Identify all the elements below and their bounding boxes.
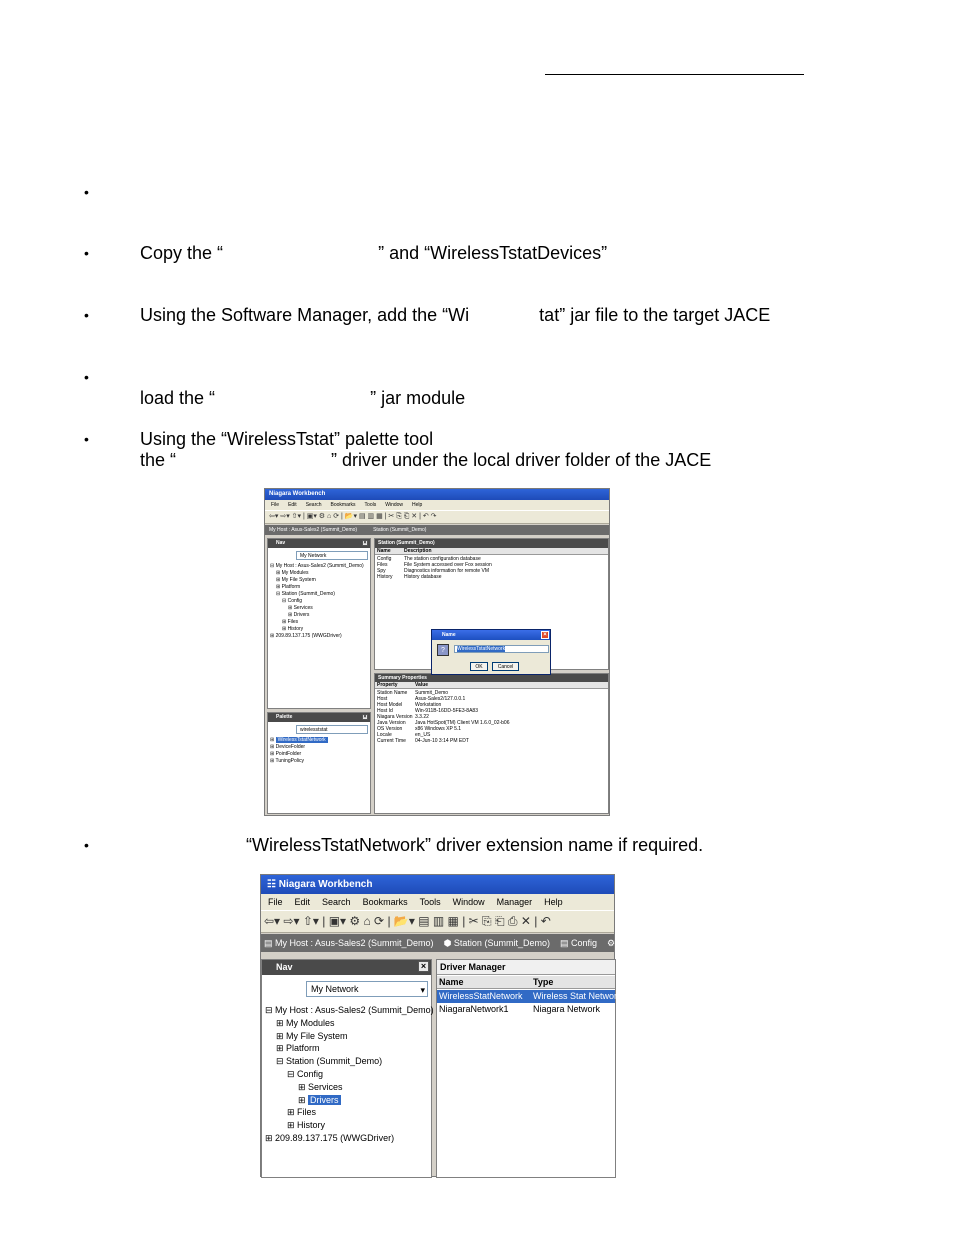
palette-module-select[interactable] [296,725,368,734]
cell-value: Asus-Sales2/127.0.0.1 [415,696,466,702]
nav-title: Nav [276,962,293,972]
menu-bookmarks[interactable]: Bookmarks [330,502,356,508]
window-title: Niagara Workbench [265,489,609,500]
tree-item-config[interactable]: ⊟ Config [287,1068,324,1079]
toolbar[interactable] [265,510,609,524]
locator-host-label: My Host : Asus-Sales2 (Summit_Demo) [275,938,434,948]
col-type[interactable]: Type [533,977,554,987]
nav-tree [265,1004,434,1145]
locator-station[interactable]: Station (Summit_Demo) [373,527,427,533]
cell-value: en_US [415,732,431,738]
nav-tree [270,563,364,640]
bullet-2: • [84,245,89,261]
cell-name: Files [377,562,388,568]
cell-property: Host Model [377,702,403,708]
tree-item-station[interactable]: ⊟ Station (Summit_Demo) [276,1056,383,1067]
name-dialog [431,629,551,675]
locator-host[interactable]: My Host : Asus-Sales2 (Summit_Demo) [269,527,358,533]
palette-tree [270,737,328,765]
cancel-button[interactable]: Cancel [492,662,519,671]
table-row[interactable] [437,990,622,1003]
nav-header [268,539,370,548]
screenshot-workbench-palette [264,488,610,816]
step-rename-text: “WirelessTstatNetwork” driver extension name if required. [246,835,704,855]
cell-property: Current Time [377,738,406,744]
name-input[interactable] [454,645,549,653]
locator-host[interactable]: ▤ My Host : Asus-Sales2 (Summit_Demo) [264,934,434,952]
ok-button[interactable]: OK [470,662,488,671]
menu-tools[interactable]: Tools [364,502,377,508]
question-icon: ? [437,644,449,656]
summary-columns [375,682,608,689]
name-input-value: WirelessTstatNetwork [457,646,506,652]
tree-item-file-system[interactable]: ⊞ My File System [276,577,316,583]
cell-name: History [377,574,393,580]
palette-item-network-label: WirelessTstatNetwork [277,737,326,743]
tree-item-history[interactable]: ⊞ History [287,1120,326,1131]
tree-item-file-system[interactable]: ⊞ My File System [276,1030,348,1041]
nav-select-value: My Network [300,553,327,559]
cell-value: Win-911B-16DD-5FE3-8A83 [415,708,478,714]
dialog-title-bar [432,630,550,640]
nav-title: Nav [276,540,286,546]
tree-item-host[interactable]: ⊟ My Host : Asus-Sales2 (Summit_Demo) [265,1005,434,1015]
menu-help[interactable]: Help [412,502,423,508]
tree-item-station[interactable]: ⊟ Station (Summit_Demo) [276,591,335,597]
step-load-module-text: load the “ ” jar module [140,388,466,408]
driver-manager-pane [436,959,622,1178]
tree-item-platform[interactable]: ⊞ Platform [276,1043,320,1054]
tree-item-config[interactable]: ⊟ Config [282,598,303,604]
col-name[interactable]: Name [377,548,391,554]
chevron-down-icon[interactable]: ▾ [420,985,425,995]
cell-property: Java Version [377,720,406,726]
palette-item-tuning-policy[interactable]: ⊞ TuningPolicy [270,758,304,764]
palette-item-point-folder-label: PointFolder [275,751,302,757]
tree-item-files[interactable]: ⊞ Files [282,619,299,625]
cell-property: Host [377,696,388,702]
palette-item-device-folder-label: DeviceFolder [275,744,306,750]
tree-item-services[interactable]: ⊞ Services [288,605,313,611]
cell-value: Java HotSpot(TM) Client VM 1.6.0_02-b06 [415,720,510,726]
menu-window[interactable]: Window [452,897,485,907]
cell-type: Wireless Stat Network [533,991,622,1001]
menu-file[interactable]: File [268,897,283,907]
col-property[interactable]: Property [377,682,398,688]
close-icon[interactable]: × [363,540,367,546]
nav-select-value: My Network [311,984,359,994]
summary-pane [374,673,609,814]
step-palette-text-1: Using the “WirelessTstat” palette tool [140,429,434,449]
palette-item-tuning-policy-label: TuningPolicy [275,758,304,764]
driver-columns [437,976,615,989]
col-name[interactable]: Name [439,977,464,987]
tree-item-services[interactable]: ⊞ Services [298,1081,343,1092]
cell-type: Niagara Network [533,1004,601,1014]
menu-file[interactable]: File [271,502,280,508]
toolbar-icons[interactable]: ⇦▾ ⇨▾ ⇧▾ | ▣▾ ⚙ ⌂ ⟳ | 📂▾ ▤ ▥ ▦ | ✂ ⎘ ⎗ ⎙ ✕ | ↶ [264,914,551,928]
close-icon[interactable]: × [541,631,549,639]
close-icon[interactable]: × [363,714,367,720]
cell-value: x86 Windows XP 5.1 [415,726,462,732]
step-software-manager-text: Using the Software Manager, add the “Wi tat” jar file to the target JACE [140,305,771,325]
close-icon[interactable]: × [418,961,429,972]
toolbar-icons[interactable]: ⇦▾ ⇨▾ ⇧▾ | ▣▾ ⚙ ⌂ ⟳ | 📂▾ ▤ ▥ ▦ | ✂ ⎘ ⎗ ✕ | ↶ ↷ [269,513,437,520]
menu-edit[interactable]: Edit [294,897,311,907]
cell-description: The station configuration database [404,556,481,562]
bullet-1: • [84,184,89,200]
menu-help[interactable]: Help [544,897,563,907]
tree-item-drivers-label: Drivers [310,1094,339,1105]
nav-pane [267,538,371,709]
menu-bar [265,500,609,510]
locator-drivers-label: Drive [617,938,639,948]
window-icon: ☷ [267,879,279,890]
menu-bar [261,894,614,910]
cell-property: Locale [377,732,392,738]
table-row[interactable] [375,738,608,744]
bullet-4: • [84,369,89,385]
screenshot-driver-manager [260,874,639,1177]
cell-description: History database [404,574,442,580]
toolbar[interactable] [261,910,614,933]
bullet-6: • [84,837,89,853]
palette-pane [267,712,371,814]
tree-item-files[interactable]: ⊞ Files [287,1107,317,1118]
tree-item-remote-host[interactable]: ⊞ 209.89.137.175 (WWGDriver) [270,633,342,639]
cell-name: NiagaraNetwork1 [439,1004,509,1014]
tree-item-platform[interactable]: ⊞ Platform [276,584,301,590]
station-columns [375,548,608,555]
table-row[interactable] [375,574,608,580]
cell-property: Niagara Version [377,714,413,720]
palette-title: Palette [276,714,293,720]
station-header: Station (Summit_Demo) [375,539,608,548]
nav-header [262,960,431,975]
summary-header: Summary Properties [375,674,608,682]
cell-value: Summit_Demo [415,690,449,696]
step-copy-text: Copy the “ ” and “WirelessTstatDevices” [140,243,608,263]
locator-station-label: Station (Summit_Demo) [453,938,550,948]
cell-value: 04-Jun-10 3:14 PM EDT [415,738,469,744]
bullet-3: • [84,307,89,323]
bullet-5: • [84,431,89,447]
locator-bar [261,934,639,952]
tree-item-host[interactable]: ⊟ My Host : Asus-Sales2 (Summit_Demo) [270,563,364,569]
nav-pane [261,959,432,1178]
palette-item-device-folder[interactable]: ⊞ DeviceFolder [270,744,306,750]
menu-search[interactable]: Search [322,897,351,907]
step-palette-text-2: the “ ” driver under the local driver folder of the JACE [140,450,712,470]
col-description[interactable]: Description [404,548,432,554]
driver-manager-header: Driver Manager [437,960,615,975]
cell-description: File System accessed over Fox session [404,562,492,568]
tree-item-history[interactable]: ⊞ History [282,626,304,632]
menu-bookmarks[interactable]: Bookmarks [362,897,408,907]
cell-property: Station Name [377,690,408,696]
tree-item-remote-host[interactable]: ⊞ 209.89.137.175 (WWGDriver) [265,1132,395,1143]
window-title-text: Niagara Workbench [278,879,373,890]
tree-item-modules[interactable]: ⊞ My Modules [276,570,309,576]
cell-name: WirelessStatNetwork [439,991,523,1001]
palette-header [268,713,370,722]
nav-network-select[interactable] [306,981,428,997]
tree-item-drivers[interactable]: ⊞ Drivers [298,1094,339,1105]
menu-manager[interactable]: Manager [496,897,533,907]
table-row[interactable] [437,1003,615,1016]
locator-bar [265,525,609,535]
locator-drivers[interactable]: ⚙ Drive [607,934,639,952]
locator-config[interactable]: ▤ Config [560,934,597,952]
window-title [261,875,614,894]
cell-name: Spy [377,568,386,574]
menu-edit[interactable]: Edit [288,502,297,508]
dialog-title: Name [442,632,456,638]
cell-name: Config [377,556,392,562]
cell-value: 3.3.22 [415,714,429,720]
palette-item-point-folder[interactable]: ⊞ PointFolder [270,751,302,757]
nav-network-select[interactable] [296,551,368,560]
menu-window[interactable]: Window [385,502,404,508]
cell-value: Workstation [415,702,442,708]
cell-property: OS Version [377,726,403,732]
locator-station[interactable]: ⬢ Station (Summit_Demo) [444,934,550,952]
tree-item-drivers[interactable]: ⊞ Drivers [288,612,310,618]
palette-select-value: wirelesststat [300,727,328,733]
locator-config-label: Config [570,938,597,948]
header-rule [545,74,804,75]
tree-item-modules[interactable]: ⊞ My Modules [276,1017,335,1028]
col-value[interactable]: Value [415,682,429,688]
cell-description: Diagnostics information for remote VM [404,568,490,574]
menu-tools[interactable]: Tools [419,897,441,907]
cell-property: Host Id [377,708,393,714]
menu-search[interactable]: Search [305,502,322,508]
palette-item-network[interactable]: ⊞ WirelessTstatNetwork [270,737,326,743]
